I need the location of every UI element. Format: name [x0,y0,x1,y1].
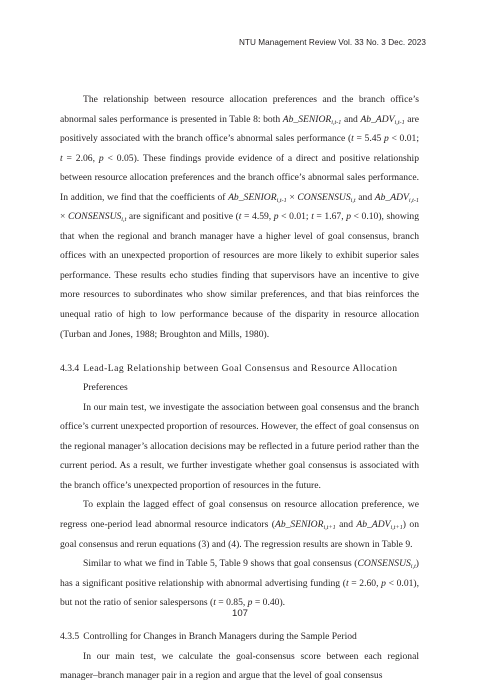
issue-info: Vol. 33 No. 3 Dec. 2023 [338,38,426,47]
section-heading-4-3-5 [60,627,419,647]
section-title-continued: Preferences [83,382,128,394]
section-number: 4.3.4 [60,362,80,374]
running-header [239,38,426,47]
paragraph-4: Similar to what we find in Table 5, Table 9 shows that goal consensus $(CONSENSUS_{i,t})$ has a significant positive relationship with abnormal advertising funding (t = 2.60, p < 0.01), but not the ratio of senior salespersons (t = 0.85, p = 0.40). [60,558,420,609]
section-title: Lead-Lag Relationship between Goal Consensus and Resource Allocation [83,362,398,374]
section-heading-4-3-4 [60,359,419,398]
journal-name: NTU Management Review [238,38,337,47]
section-title: Controlling for Changes in Branch Managers during the Sample Period [83,631,357,643]
body-text [60,90,419,686]
paragraph-2: In our main test, we investigate the association between goal consensus and the branch office’s current unexpected proportion of resources. However, the effect of goal consensus on the regional manager’s allocation decisions may be reflected in a future period rather than the current period. As a result, we further investigate whether goal consensus is associated with the branch office’s unexpected proportion of resources in the future. [60,401,419,491]
page-number: 107 [231,608,248,619]
paragraph-1: The relationship between resource allocation preferences and the branch office’s abnormal sales performance is presented in Table 8: both $Ab\_SENIOR_{i,t-1}$ and $Ab\_ADV_{i,t-1}$ are positively associated with the branch office’s abnormal sales performance (t = 5.45 p < 0.01; t = 2.06, p < 0.05). These findings provide evidence of a direct and positive relationship between resource allocation preferences and the branch office’s abnormal sales performance. In addition, we find that the coefficients of $Ab\_SENIOR_{i,t-1}$ × $CONSENSUS_{i,t}$ and $Ab\_ADV_{i,t-1}$ × $CONSENSUS_{i,t}$ are significant and positive (t = 4.59, p < 0.01; t = 1.67, p < 0.10), showing that when the regional and branch manager have a higher level of goal consensus, branch offices with an unexpected proportion of resources are more likely to exhibit superior sales performance. These results echo studies finding that supervisors have an incentive to give more resources to subordinates who show similar preferences, and that bias reinforces the unequal ratio of high to low performance because of the disparity in resource allocation (Turban and Jones, 1988; Broughton and Mills, 1980). [60,94,420,340]
paragraph-3: To explain the lagged effect of goal consensus on resource allocation preference, we regress one-period lead abnormal resource indicators ($Ab\_SENIOR_{i,t+1}$ and $Ab\_ADV_{i,t+1}$) on goal consensus and rerun equations (3) and (4). The regression results are shown in Table 9. [60,499,420,550]
paragraph-5: In our main test, we calculate the goal-consensus score between each regional manager–branch manager pair in a region and argue that the level of goal consensus [60,650,419,682]
section-number: 4.3.5 [60,631,80,643]
